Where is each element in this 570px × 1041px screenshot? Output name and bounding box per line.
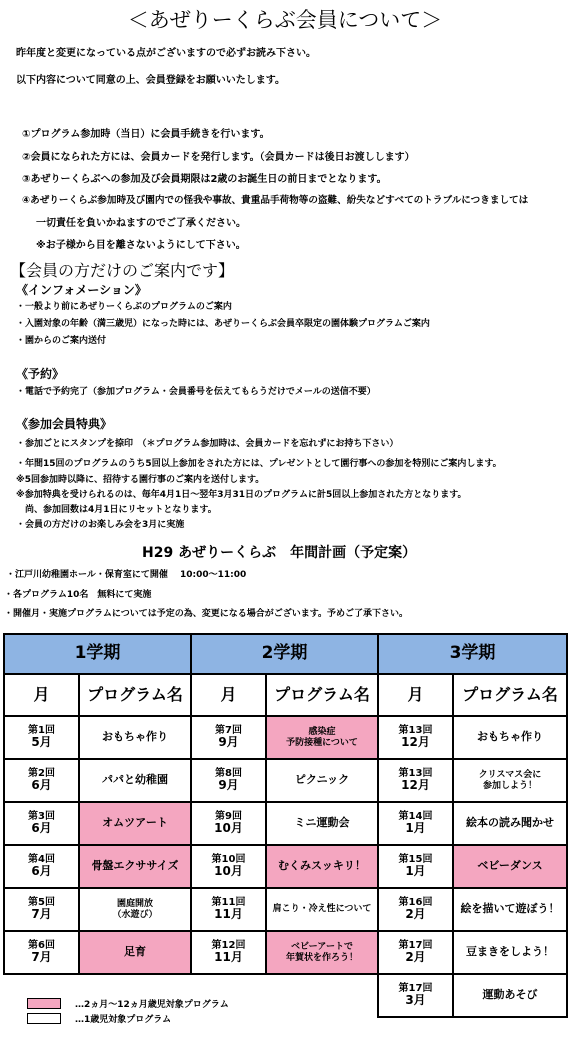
plan-note-1: ・江戸川幼稚園ホール・保育室にて開催 10:00～11:00 xyxy=(6,570,247,580)
rule-1: ①プログラム参加時（当日）に会員手続きを行います。 xyxy=(22,129,270,140)
session-month: 7月 xyxy=(31,950,52,965)
session-month: 2月 xyxy=(405,907,426,922)
program-name: 足育 xyxy=(79,931,191,974)
table-row xyxy=(4,931,567,974)
rule-3: ③あぜりーくらぶへの参加及び会員期限は2歳のお誕生日の前日までとなります。 xyxy=(22,174,387,185)
program-name: 感染症 予防接種について xyxy=(266,716,378,759)
session-month-cell xyxy=(4,802,79,845)
session-month: 11月 xyxy=(214,907,243,922)
program-name: おもちゃ作り xyxy=(453,716,567,759)
plan-note-2: ・各プログラム10名 無料にて実施 xyxy=(4,590,152,600)
page-title: ＜あぜりーくらぶ会員について＞ xyxy=(127,8,443,32)
program-name: おもちゃ作り xyxy=(79,716,191,759)
session-month: 10月 xyxy=(214,821,243,836)
empty-cell xyxy=(79,974,191,1017)
session-month: 7月 xyxy=(31,907,52,922)
session-month-cell xyxy=(191,931,266,974)
plan-title: H29 あぜりーくらぶ 年間計画（予定案） xyxy=(142,545,417,561)
program-name: パパと幼稚園 xyxy=(79,759,191,802)
session-number: 第1回 xyxy=(28,724,55,736)
session-month: 6月 xyxy=(31,778,52,793)
session-month-cell xyxy=(4,845,79,888)
session-month-cell xyxy=(378,845,453,888)
session-number: 第17回 xyxy=(398,982,433,994)
term-1-header: 1学期 xyxy=(4,634,191,674)
session-number: 第2回 xyxy=(28,767,55,779)
session-month: 6月 xyxy=(31,821,52,836)
rule-4: ④あぜりーくらぶ参加時及び園内での怪我や事故、貴重品手荷物等の盗難、紛失などすべてのトラブルにつきましては xyxy=(22,195,529,206)
program-name: 肩こり・冷え性について xyxy=(266,888,378,931)
term-3-header: 3学期 xyxy=(378,634,567,674)
session-month-cell xyxy=(378,888,453,931)
empty-cell xyxy=(191,974,266,1017)
table-row xyxy=(4,716,567,759)
session-number: 第3回 xyxy=(28,810,55,822)
benefit-item-3: ※5回参加時以降に、招待する園行事のご案内を送付します。 xyxy=(16,475,265,485)
benefit-item-1: ・参加ごとにスタンプを捺印 （＊プログラム参加時は、会員カードを忘れずにお持ち下さい） xyxy=(16,439,399,449)
rule-2: ②会員になられた方には、会員カードを発行します。（会員カードは後日お渡しします） xyxy=(22,152,415,163)
rule-note: ※お子様から目を離さないようにして下さい。 xyxy=(36,240,246,251)
session-number: 第8回 xyxy=(215,767,242,779)
table-row xyxy=(4,802,567,845)
benefit-item-5: 尚、参加回数は4月1日にリセットとなります。 xyxy=(16,505,217,515)
session-month: 12月 xyxy=(401,735,430,750)
session-month-cell xyxy=(191,759,266,802)
session-number: 第5回 xyxy=(28,896,55,908)
session-month-cell xyxy=(191,802,266,845)
legend-white-label: …1歳児対象プログラム xyxy=(75,1015,172,1025)
schedule-table xyxy=(3,633,568,1018)
program-header: プログラム名 xyxy=(266,674,378,716)
program-name: ベビーアートで 年賀状を作ろう！ xyxy=(266,931,378,974)
program-header: プログラム名 xyxy=(453,674,567,716)
session-month: 1月 xyxy=(405,864,426,879)
session-number: 第13回 xyxy=(398,767,433,779)
session-month: 11月 xyxy=(214,950,243,965)
session-month: 10月 xyxy=(214,864,243,879)
session-number: 第14回 xyxy=(398,810,433,822)
benefit-item-6: ・会員の方だけのお楽しみ会を3月に実施 xyxy=(16,520,185,530)
program-name: 運動あそび xyxy=(453,974,567,1017)
session-number: 第9回 xyxy=(215,810,242,822)
benefit-item-4: ※参加特典を受けられるのは、毎年4月1日～翌年3月31日のプログラムに計5回以上参加された方となります。 xyxy=(16,490,467,500)
program-header: プログラム名 xyxy=(79,674,191,716)
reserve-item-1: ・電話で予約完了（参加プログラム・会員番号を伝えてもらうだけでメールの送信不要） xyxy=(16,387,376,397)
session-number: 第4回 xyxy=(28,853,55,865)
session-month: 1月 xyxy=(405,821,426,836)
session-month-cell xyxy=(378,931,453,974)
month-header: 月 xyxy=(4,674,79,716)
session-month-cell xyxy=(378,716,453,759)
term-2-header: 2学期 xyxy=(191,634,378,674)
session-month-cell xyxy=(191,845,266,888)
rule-4-continued: 一切責任を負いかねますのでご了承ください。 xyxy=(36,218,246,229)
legend-pink-swatch xyxy=(27,998,61,1009)
session-month-cell xyxy=(191,716,266,759)
session-number: 第11回 xyxy=(211,896,246,908)
program-name: 豆まきをしよう！ xyxy=(453,931,567,974)
program-name: 園庭開放 （水遊び） xyxy=(79,888,191,931)
session-number: 第13回 xyxy=(398,724,433,736)
session-month: 3月 xyxy=(405,993,426,1008)
info-heading: 《インフォメーション》 xyxy=(16,283,147,297)
table-row xyxy=(4,888,567,931)
reserve-heading: 《予約》 xyxy=(16,367,65,381)
info-item-2: ・入園対象の年齢（満三歳児）になった時には、あぜりーくらぶ会員卒限定の園体験プログラムご案内 xyxy=(16,319,430,329)
info-item-1: ・一般より前にあぜりーくらぶのプログラムのご案内 xyxy=(16,302,232,312)
month-header: 月 xyxy=(378,674,453,716)
session-number: 第16回 xyxy=(398,896,433,908)
session-month: 6月 xyxy=(31,864,52,879)
empty-cell xyxy=(4,974,79,1017)
program-name: ベビーダンス xyxy=(453,845,567,888)
program-name: クリスマス会に 参加しよう！ xyxy=(453,759,567,802)
program-name: むくみスッキリ！ xyxy=(266,845,378,888)
session-number: 第17回 xyxy=(398,939,433,951)
session-month: 12月 xyxy=(401,778,430,793)
program-name: 骨盤エクササイズ xyxy=(79,845,191,888)
session-month: 2月 xyxy=(405,950,426,965)
session-month-cell xyxy=(378,802,453,845)
table-row xyxy=(4,845,567,888)
session-month: 9月 xyxy=(218,778,239,793)
intro-line-1: 昨年度と変更になっている点がございますので必ずお読み下さい。 xyxy=(16,48,316,59)
session-month-cell xyxy=(378,974,453,1017)
session-number: 第15回 xyxy=(398,853,433,865)
session-month-cell xyxy=(4,716,79,759)
benefit-item-2: ・年間15回のプログラムのうち5回以上参加をされた方には、プレゼントとして園行事への参加を特別にご案内します。 xyxy=(16,459,502,469)
benefits-heading: 《参加会員特典》 xyxy=(16,417,113,431)
program-name: 絵本の読み聞かせ xyxy=(453,802,567,845)
session-month-cell xyxy=(378,759,453,802)
info-item-3: ・園からのご案内送付 xyxy=(16,336,107,346)
empty-cell xyxy=(266,974,378,1017)
table-row xyxy=(4,759,567,802)
program-name: ミニ運動会 xyxy=(266,802,378,845)
session-month-cell xyxy=(4,759,79,802)
session-number: 第7回 xyxy=(215,724,242,736)
month-header: 月 xyxy=(191,674,266,716)
plan-note-3: ・開催月・実施プログラムについては予定の為、変更になる場合がございます。予めご了承下さい。 xyxy=(4,609,409,619)
program-name: ピクニック xyxy=(266,759,378,802)
schedule-body xyxy=(4,716,567,1017)
legend-white-swatch xyxy=(27,1013,61,1024)
program-name: オムツアート xyxy=(79,802,191,845)
legend-pink-label: …2ヵ月～12ヵ月歳児対象プログラム xyxy=(75,1000,229,1010)
session-number: 第10回 xyxy=(211,853,246,865)
session-month-cell xyxy=(4,888,79,931)
members-heading: 【会員の方だけのご案内です】 xyxy=(10,261,235,280)
program-name: 絵を描いて遊ぼう！ xyxy=(453,888,567,931)
session-month: 5月 xyxy=(31,735,52,750)
session-month-cell xyxy=(4,931,79,974)
table-row xyxy=(4,974,567,1017)
intro-line-2: 以下内容について同意の上、会員登録をお願いいたします。 xyxy=(16,75,285,86)
session-number: 第6回 xyxy=(28,939,55,951)
session-month: 9月 xyxy=(218,735,239,750)
session-month-cell xyxy=(191,888,266,931)
session-number: 第12回 xyxy=(211,939,246,951)
